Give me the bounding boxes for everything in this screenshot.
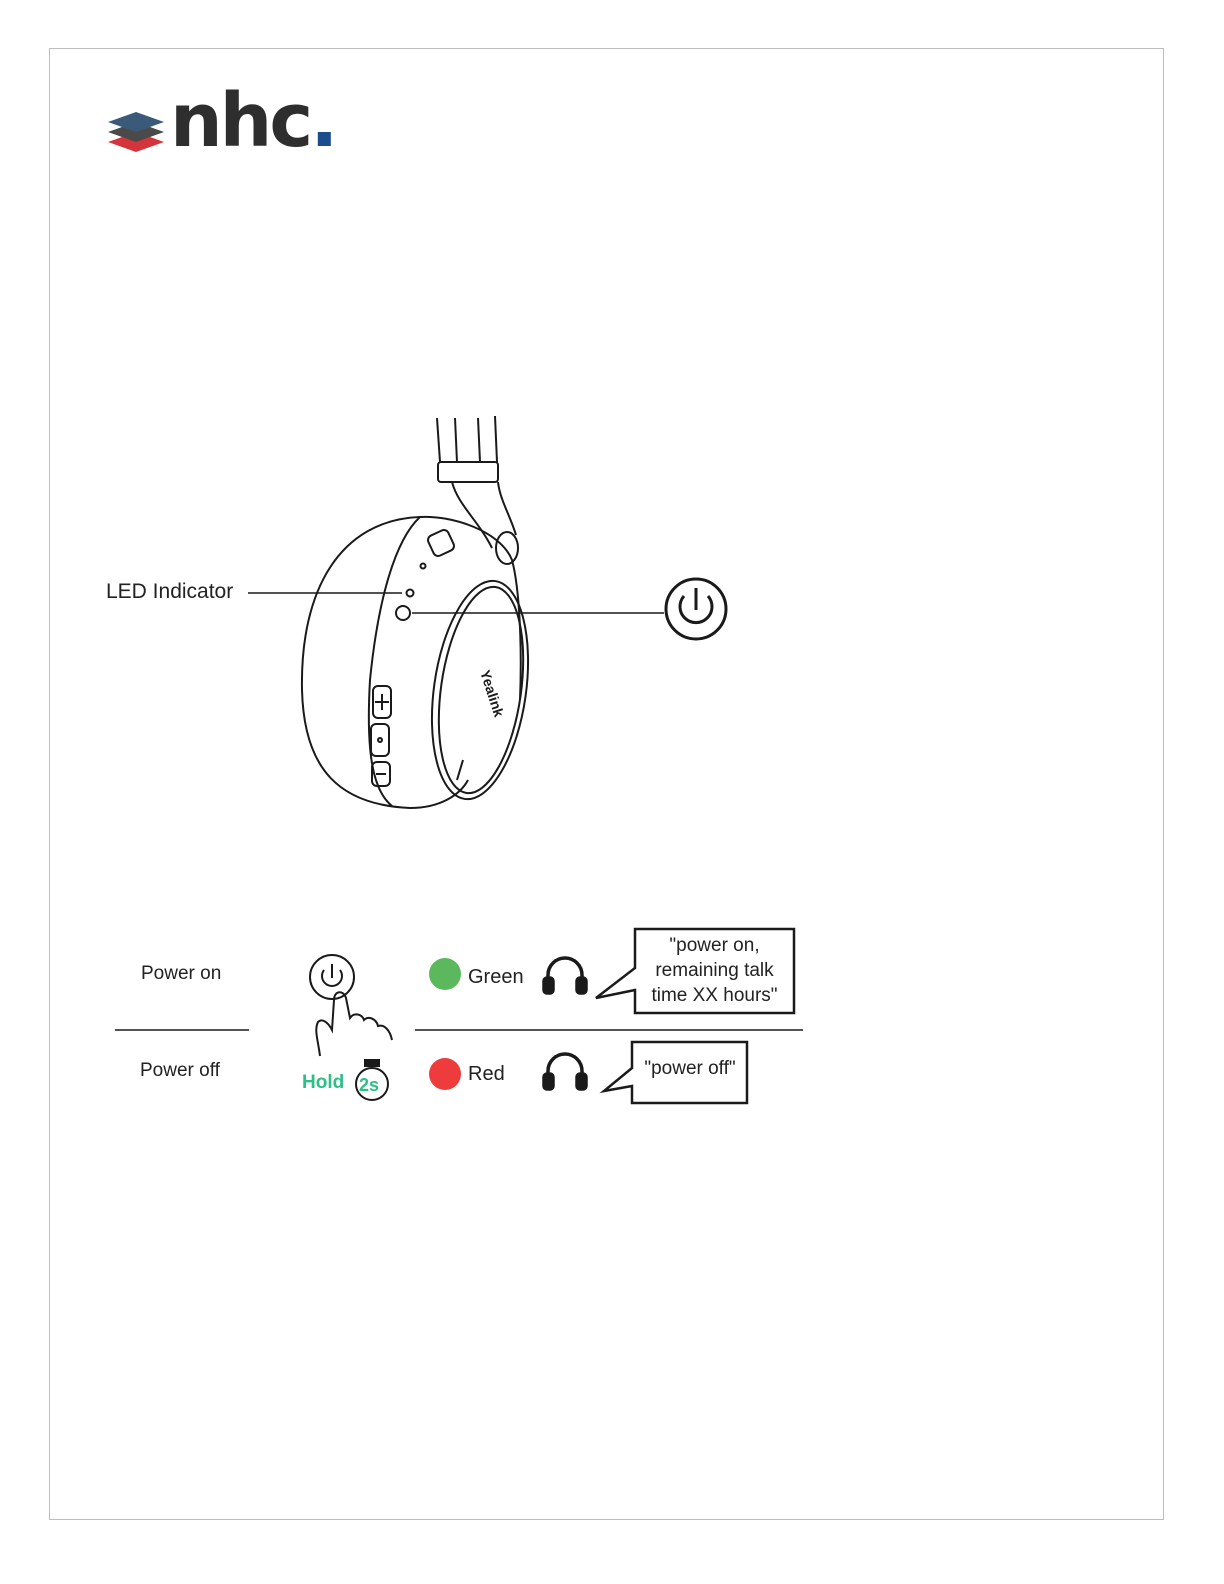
earcup bbox=[302, 517, 541, 808]
power-icon bbox=[666, 579, 726, 639]
green-led-dot bbox=[429, 958, 461, 990]
power-off-label: Power off bbox=[140, 1060, 220, 1081]
headband bbox=[437, 416, 518, 564]
red-label: Red bbox=[468, 1063, 505, 1085]
hold-label: Hold bbox=[302, 1072, 345, 1093]
power-off-announcement: "power off" bbox=[644, 1058, 736, 1079]
power-on-announcement: "power on, remaining talk time XX hours" bbox=[651, 935, 778, 1006]
logo-wordmark: nhc. bbox=[170, 78, 336, 164]
power-button bbox=[396, 606, 410, 620]
green-label: Green bbox=[468, 966, 524, 988]
press-power-icon bbox=[310, 955, 392, 1056]
hold-duration: 2s bbox=[359, 1075, 380, 1095]
headphones-icon bbox=[544, 958, 586, 993]
power-on-label: Power on bbox=[141, 963, 222, 984]
led-indicator-label: LED Indicator bbox=[106, 580, 234, 603]
red-led-dot bbox=[429, 1058, 461, 1090]
led-indicator bbox=[407, 590, 414, 597]
headphones-icon bbox=[544, 1054, 586, 1089]
brand-text: Yealink bbox=[477, 667, 508, 719]
